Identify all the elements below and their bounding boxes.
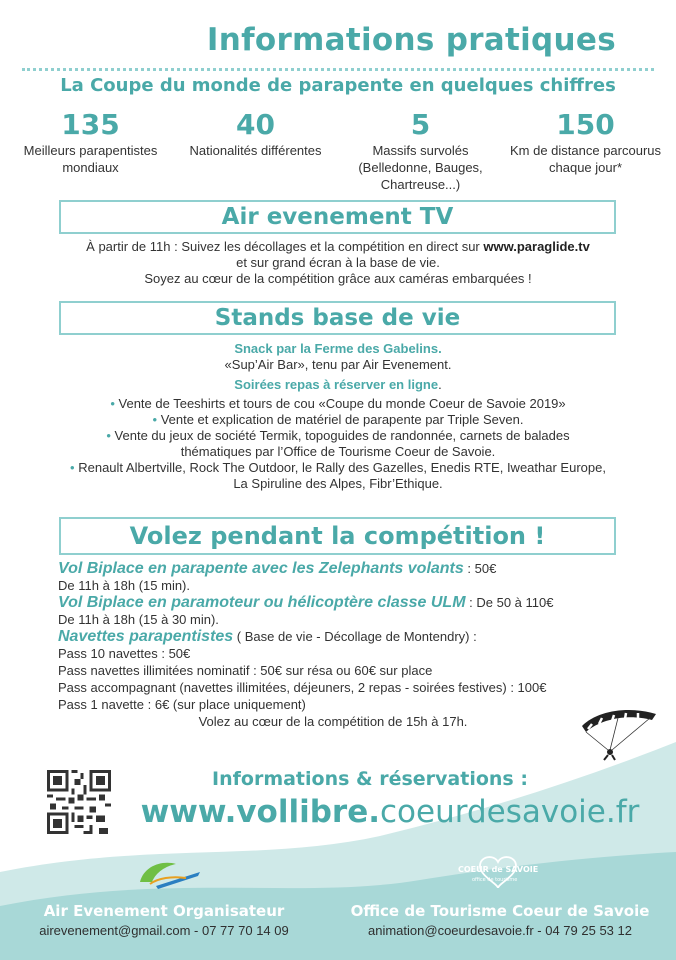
section-heading-tv: Air evenement TV — [59, 200, 616, 234]
stands-section: Snack par la Ferme des Gabelins. «Sup’Air Bar», tenu par Air Evenement. Soirées repas à réserver en ligne. • Vente de Teeshirts et tours de cou «Coupe du monde Coeur de Savoie 2019» • Vente et explication de matériel de parapente par Triple Seven. • Vente du jeux de société Termik, topoguides de randonnée, carnets de balades thématiques par l’Office de Tourisme Coeur de Savoie. • Renault Albertville, Rock The Outdoor, le Rally des Gazelles, Enedis RTE, Iweathar Europe, La Spiruline des Alpes, Fibr’Ethique. — [0, 341, 676, 492]
svg-text:COEUR de SAVOIE: COEUR de SAVOIE — [458, 865, 539, 874]
list-item: • Vente et explication de matériel de parapente par Triple Seven. — [152, 412, 524, 427]
dotted-divider — [22, 68, 654, 71]
paraglide-link[interactable]: www.paraglide.tv — [483, 239, 590, 254]
stats-row — [8, 108, 668, 193]
paramoteur-hours: De 11h à 18h (15 à 30 min). — [58, 612, 219, 627]
page-title: Informations pratiques — [206, 22, 616, 58]
stat-value: 40 — [236, 108, 275, 141]
vol-closing: Volez au cœur de la compétition de 15h à 17h. — [198, 714, 468, 729]
navettes-title: Navettes parapentistes — [58, 628, 234, 645]
stat-value: 5 — [410, 108, 431, 141]
stat-label: Km de distance parcourus chaque jour* — [509, 143, 662, 175]
org2-contact[interactable]: animation@coeurdesavoie.fr - 04 79 25 53 12 — [368, 923, 632, 938]
stat-nationalities — [173, 108, 338, 193]
svg-text:office de tourisme: office de tourisme — [472, 877, 518, 883]
stat-pilots — [8, 108, 173, 193]
coeur-de-savoie-logo — [450, 850, 546, 894]
stat-massifs — [338, 108, 503, 193]
list-item: Pass accompagnant (navettes illimitées, déjeuners, 2 repas - soirées festives) : 100€ — [58, 680, 547, 695]
list-item: Pass 10 navettes : 50€ — [58, 646, 191, 661]
qr-code-icon[interactable] — [47, 770, 111, 834]
stat-label: Nationalités différentes — [189, 143, 322, 158]
stat-distance — [503, 108, 668, 193]
section-heading-vol: Volez pendant la compétition ! — [59, 517, 616, 555]
stat-value: 135 — [61, 108, 120, 141]
org1-name: Air Evenement Organisateur — [43, 902, 285, 920]
tv-text: Soyez au cœur de la compétition grâce aux caméras embarquées ! — [144, 271, 532, 286]
website-link[interactable]: www.vollibre.coeurdesavoie.fr — [140, 794, 640, 830]
list-item: Pass 1 navette : 6€ (sur place uniquement) — [58, 697, 306, 712]
tv-text: et sur grand écran à la base de vie. — [236, 255, 440, 270]
org1-contact[interactable]: airevenement@gmail.com - 07 77 70 14 09 — [39, 923, 289, 938]
air-evenement-logo — [136, 858, 202, 894]
bar-line: «Sup’Air Bar», tenu par Air Evenement. — [224, 357, 452, 372]
vol-section: Vol Biplace en parapente avec les Zelephants volants : 50€ De 11h à 18h (15 min). Vol Biplace en paramoteur ou hélicoptère classe ULM : De 50 à 110€ De 11h à 18h (15 à 30 min). Navettes parapentistes ( Base de vie - Décollage de Montendry) : Pass 10 navettes : 50€ Pass navettes illimitées nominatif : 50€ sur résa ou 60€ sur place Pass accompagnant (navettes illimitées, déjeuners, 2 repas - soirées festives) : 100€ Pass 1 navette : 6€ (sur place uniquement) Volez au cœur de la compétition de 15h à 17h. — [58, 560, 648, 730]
list-item: Pass navettes illimitées nominatif : 50€ sur résa ou 60€ sur place — [58, 663, 433, 678]
stat-value: 150 — [556, 108, 615, 141]
biplace-title: Vol Biplace en parapente avec les Zelephants volants — [58, 560, 464, 577]
tv-text: À partir de 11h : Suivez les décollages et la compétition en direct sur — [86, 239, 484, 254]
tv-section — [0, 239, 676, 287]
org2-name: Office de Tourisme Coeur de Savoie — [350, 902, 650, 920]
section-heading-stands: Stands base de vie — [59, 301, 616, 335]
snack-line: Snack par la Ferme des Gabelins. — [234, 341, 442, 356]
stat-label: Massifs survolés (Belledonne, Bauges, Chartreuse...) — [358, 143, 483, 192]
stat-label: Meilleurs parapentistes mondiaux — [23, 143, 158, 175]
page-subtitle: La Coupe du monde de parapente en quelques chiffres — [60, 75, 616, 96]
list-item: • Vente du jeux de société Termik, topoguides de randonnée, carnets de balades thématiques par l’Office de Tourisme Coeur de Savoie. — [106, 428, 570, 459]
list-item: • Renault Albertville, Rock The Outdoor, le Rally des Gazelles, Enedis RTE, Iweathar Europe, La Spiruline des Alpes, Fibr’Ethique. — [70, 460, 606, 491]
biplace-hours: De 11h à 18h (15 min). — [58, 578, 190, 593]
paramoteur-title: Vol Biplace en paramoteur ou hélicoptère classe ULM — [58, 594, 466, 611]
soirees-line: Soirées repas à réserver en ligne — [234, 377, 439, 392]
reservations-heading: Informations & réservations : — [212, 768, 528, 790]
paraglider-icon — [578, 706, 660, 762]
list-item: • Vente de Teeshirts et tours de cou «Coupe du monde Coeur de Savoie 2019» — [110, 396, 566, 411]
